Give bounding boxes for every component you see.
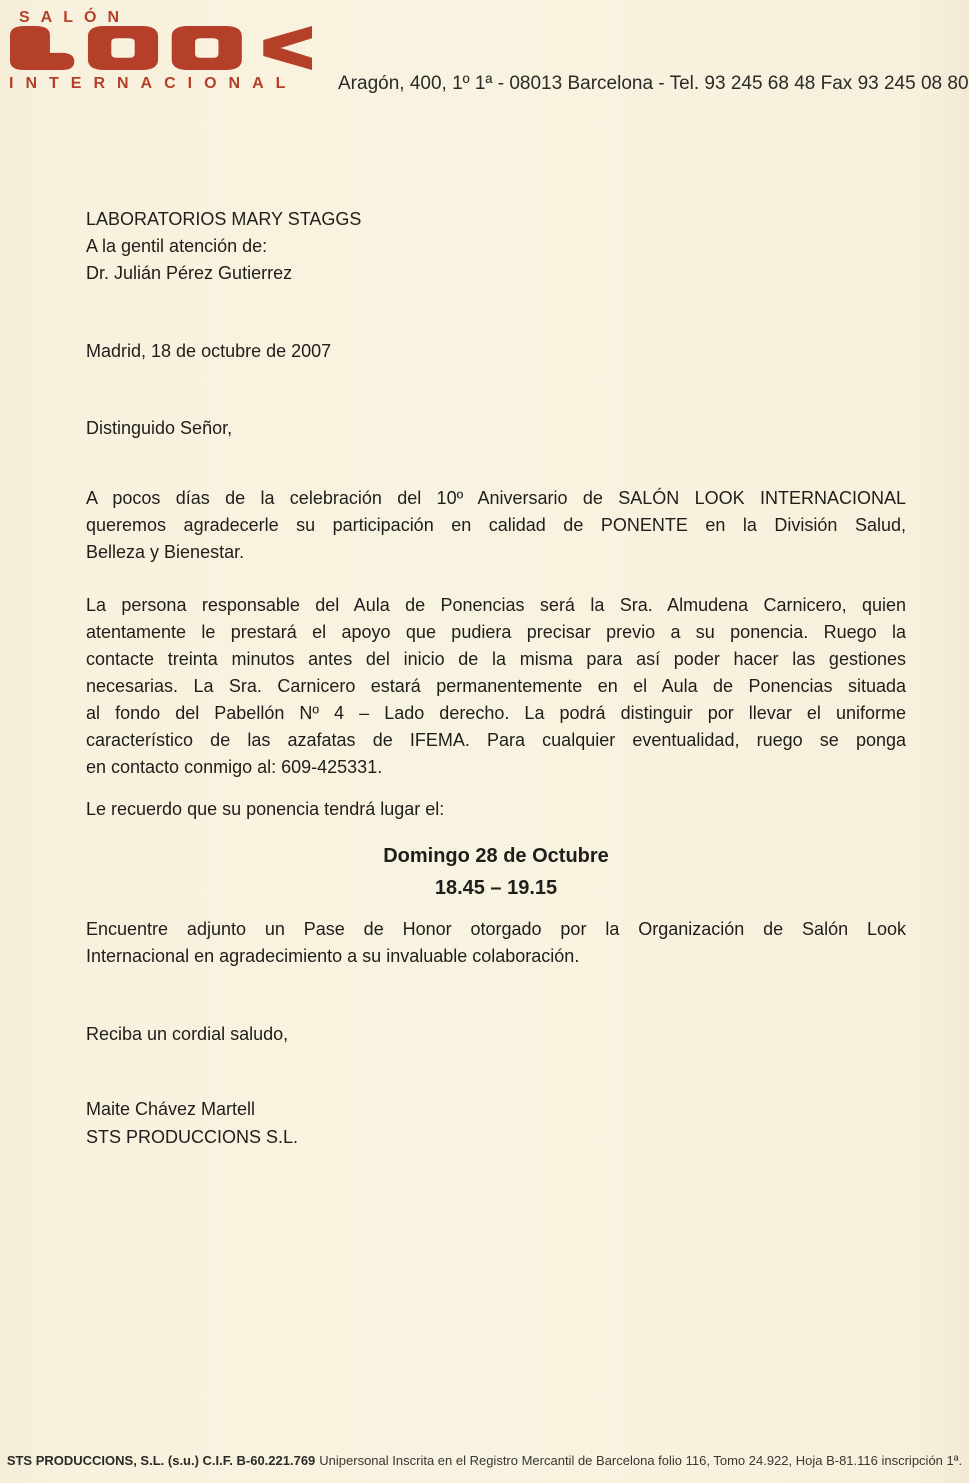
company-address-line: Aragón, 400, 1º 1ª - 08013 Barcelona - Tel. 93 245 68 48 Fax 93 245 08 80 [338,73,969,94]
closing-line: Reciba un cordial saludo, [86,1024,289,1044]
text-line: en contacto conmigo al: 609-425331. [86,757,383,777]
event-time: 18.45 – 19.15 [434,877,558,899]
signer-name: Maite Chávez Martell [86,1099,256,1119]
footer-registry-text: Unipersonal Inscrita en el Registro Mercantil de Barcelona folio 116, Tomo 24.922, Hoja B-81.116 inscripción 1ª. [319,1453,963,1468]
text-line: Encuentre adjunto un Pase de Honor otorgado por la Organización de Salón Look [86,919,906,939]
reminder-line: Le recuerdo que su ponencia tendrá lugar el: [86,799,445,819]
signature-block [86,1095,906,1151]
footer-company-cif: STS PRODUCCIONS, S.L. (s.u.) C.I.F. B-60.221.769 [6,1453,316,1468]
recipient-addressee: Dr. Julián Pérez Gutierrez [86,263,293,283]
text-line: al fondo del Pabellón Nº 4 – Lado derecho. La podrá distinguir por llevar el uniforme [86,703,906,723]
paragraph-aula-ponencias [86,592,906,781]
recipient-block [86,206,906,287]
text-line: queremos agradecerle su participación en calidad de PONENTE en la División Salud, [86,515,906,535]
text-line: atentamente le prestará el apoyo que pudiera precisar previo a su ponencia. Ruego la [86,622,906,642]
logo-look-text [0,0,1,1]
text-line: contacte treinta minutos antes del inicio de la misma para así poder hacer las gestiones [86,649,906,669]
text-line: A pocos días de la celebración del 10º Aniversario de SALÓN LOOK INTERNACIONAL [86,488,906,508]
text-line: necesarias. La Sra. Carnicero estará permanentemente en el Aula de Ponencias situada [86,676,906,696]
salutation: Distinguido Señor, [86,418,233,438]
signer-company: STS PRODUCCIONS S.L. [86,1127,299,1147]
recipient-attention-line: A la gentil atención de: [86,236,268,256]
dateline: Madrid, 18 de octubre de 2007 [86,341,332,361]
paragraph-pase-de-honor [86,916,906,970]
text-line: Belleza y Bienestar. [86,542,245,562]
event-date: Domingo 28 de Octubre [383,845,609,867]
recipient-company: LABORATORIOS MARY STAGGS [86,209,362,229]
paragraph-anniversary [86,485,906,566]
logo-look-wordmark [10,26,312,70]
legal-footer [0,1452,969,1470]
logo-salon-text: SALÓN [19,9,130,26]
text-line: Internacional en agradecimiento a su invaluable colaboración. [86,946,580,966]
event-schedule [86,840,906,904]
text-line: La persona responsable del Aula de Ponencias será la Sra. Almudena Carnicero, quien [86,595,906,615]
logo-internacional-text: INTERNACIONAL [9,75,298,92]
text-line: característico de las azafatas de IFEMA. Para cualquier eventualidad, ruego se ponga [86,730,906,750]
